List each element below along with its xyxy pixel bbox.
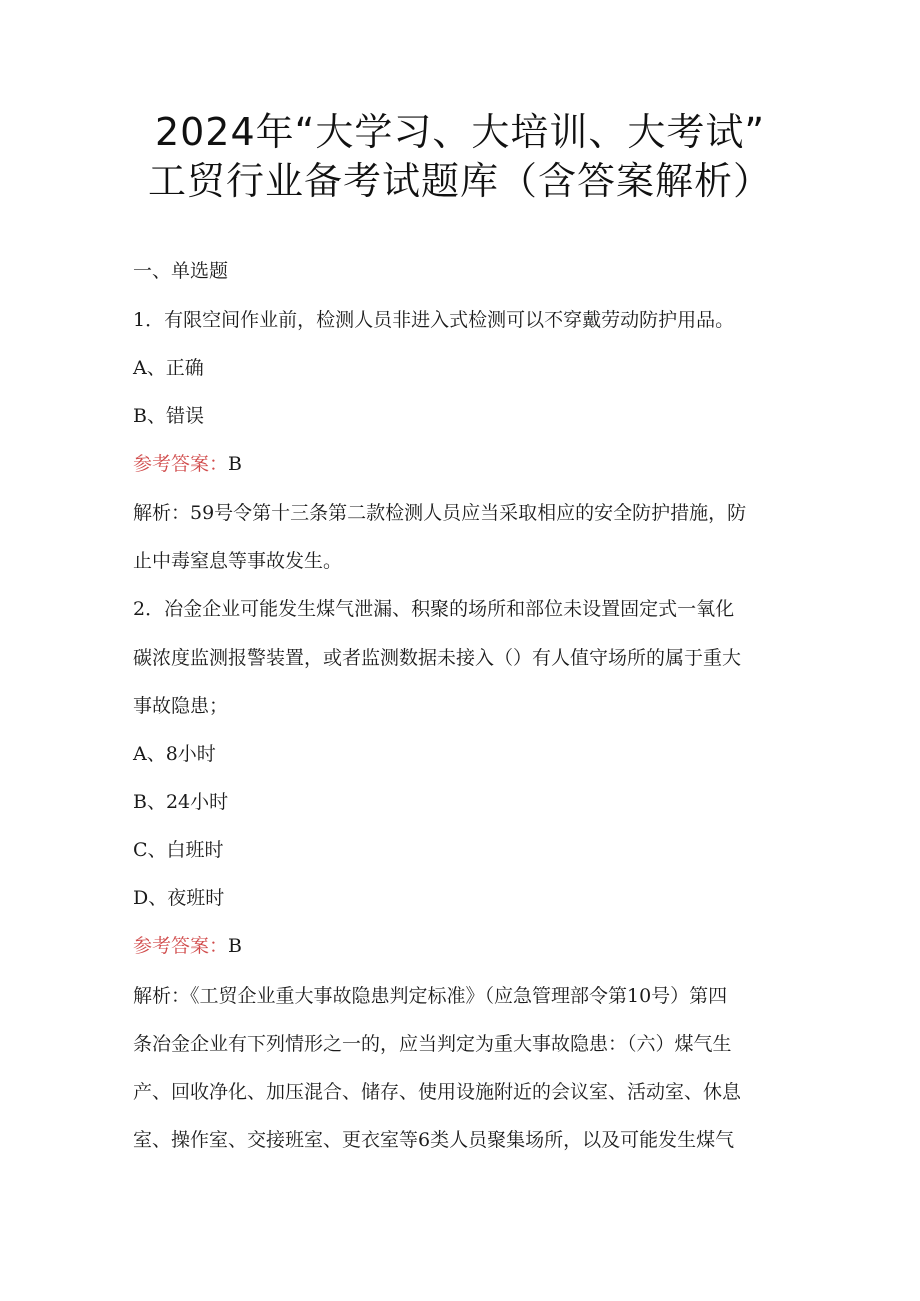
question-1-option-a: A、正确 bbox=[133, 357, 204, 379]
question-2-explanation-line-1: 解析：《工贸企业重大事故隐患判定标准》（应急管理部令第10号）第四 bbox=[133, 985, 728, 1007]
question-2-explanation-line-3: 产、回收净化、加压混合、储存、使用设施附近的会议室、活动室、休息 bbox=[133, 1081, 742, 1103]
section-heading: 一、单选题 bbox=[133, 260, 229, 282]
question-2-explanation-line-2: 条冶金企业有下列情形之一的，应当判定为重大事故隐患：（六）煤气生 bbox=[133, 1033, 732, 1055]
question-1-explanation-line-1: 解析：59号令第十三条第二款检测人员应当采取相应的安全防护措施，防 bbox=[133, 502, 747, 524]
answer-label: 参考答案： bbox=[133, 935, 229, 957]
question-2-stem-line-1: 2．冶金企业可能发生煤气泄漏、积聚的场所和部位未设置固定式一氧化 bbox=[133, 598, 735, 620]
question-1-answer bbox=[133, 451, 242, 477]
question-2-stem-line-3: 事故隐患； bbox=[133, 695, 229, 717]
answer-value: B bbox=[228, 453, 242, 475]
question-2-option-b: B、24小时 bbox=[133, 791, 229, 813]
answer-value: B bbox=[228, 935, 242, 957]
question-2-option-c: C、白班时 bbox=[133, 839, 224, 861]
document-title-line-2: 工贸行业备考试题库（含答案解析） bbox=[147, 159, 772, 203]
question-2-answer bbox=[133, 933, 242, 959]
document-title-line-1: 2024年“大学习、大培训、大考试” bbox=[154, 110, 766, 154]
question-1-stem: 1．有限空间作业前，检测人员非进入式检测可以不穿戴劳动防护用品。 bbox=[133, 309, 735, 331]
question-2-option-a: A、8小时 bbox=[133, 743, 216, 765]
question-2-stem-line-2: 碳浓度监测报警装置，或者监测数据未接入（）有人值守场所的属于重大 bbox=[133, 647, 742, 669]
question-2-explanation-line-4: 室、操作室、交接班室、更衣室等6类人员聚集场所，以及可能发生煤气 bbox=[133, 1129, 735, 1151]
answer-label: 参考答案： bbox=[133, 453, 229, 475]
question-2-option-d: D、夜班时 bbox=[133, 887, 225, 909]
question-1-explanation-line-2: 止中毒窒息等事故发生。 bbox=[133, 550, 343, 572]
question-1-option-b: B、错误 bbox=[133, 405, 204, 427]
